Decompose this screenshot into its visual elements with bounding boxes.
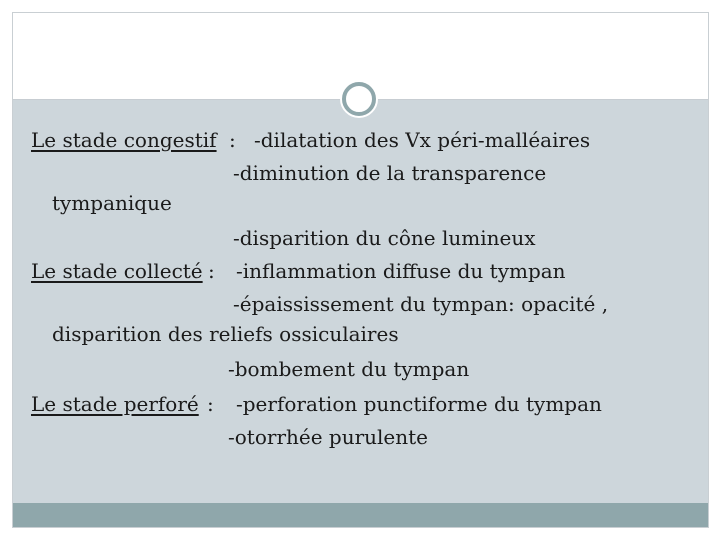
bottom-accent-bar (13, 503, 708, 527)
item-congestif-2-continuation: tympanique (52, 191, 172, 215)
heading-stade-collecte: Le stade collecté (31, 259, 203, 283)
item-congestif-3: -disparition du cône lumineux (233, 226, 536, 250)
item-collecte-2: -épaississement du tympan: opacité , (233, 292, 609, 316)
heading-stade-congestif: Le stade congestif (31, 128, 217, 152)
item-perfore-1: -perforation punctiforme du tympan (236, 392, 602, 416)
item-collecte-1: -inflammation diffuse du tympan (236, 259, 566, 283)
circle-ornament-icon (340, 80, 378, 118)
item-perfore-2: -otorrhée purulente (228, 425, 429, 449)
separator-perfore: : (207, 392, 214, 416)
separator-congestif: : (229, 128, 236, 152)
heading-stade-perfore: Le stade perforé (31, 392, 199, 416)
item-congestif-2: -diminution de la transparence (233, 161, 547, 185)
item-congestif-1: -dilatation des Vx péri-malléaires (254, 128, 591, 152)
separator-collecte: : (208, 259, 215, 283)
item-collecte-2-continuation: disparition des reliefs ossiculaires (52, 322, 399, 346)
item-collecte-3: -bombement du tympan (228, 357, 470, 381)
circle-ornament-ring (342, 82, 376, 116)
